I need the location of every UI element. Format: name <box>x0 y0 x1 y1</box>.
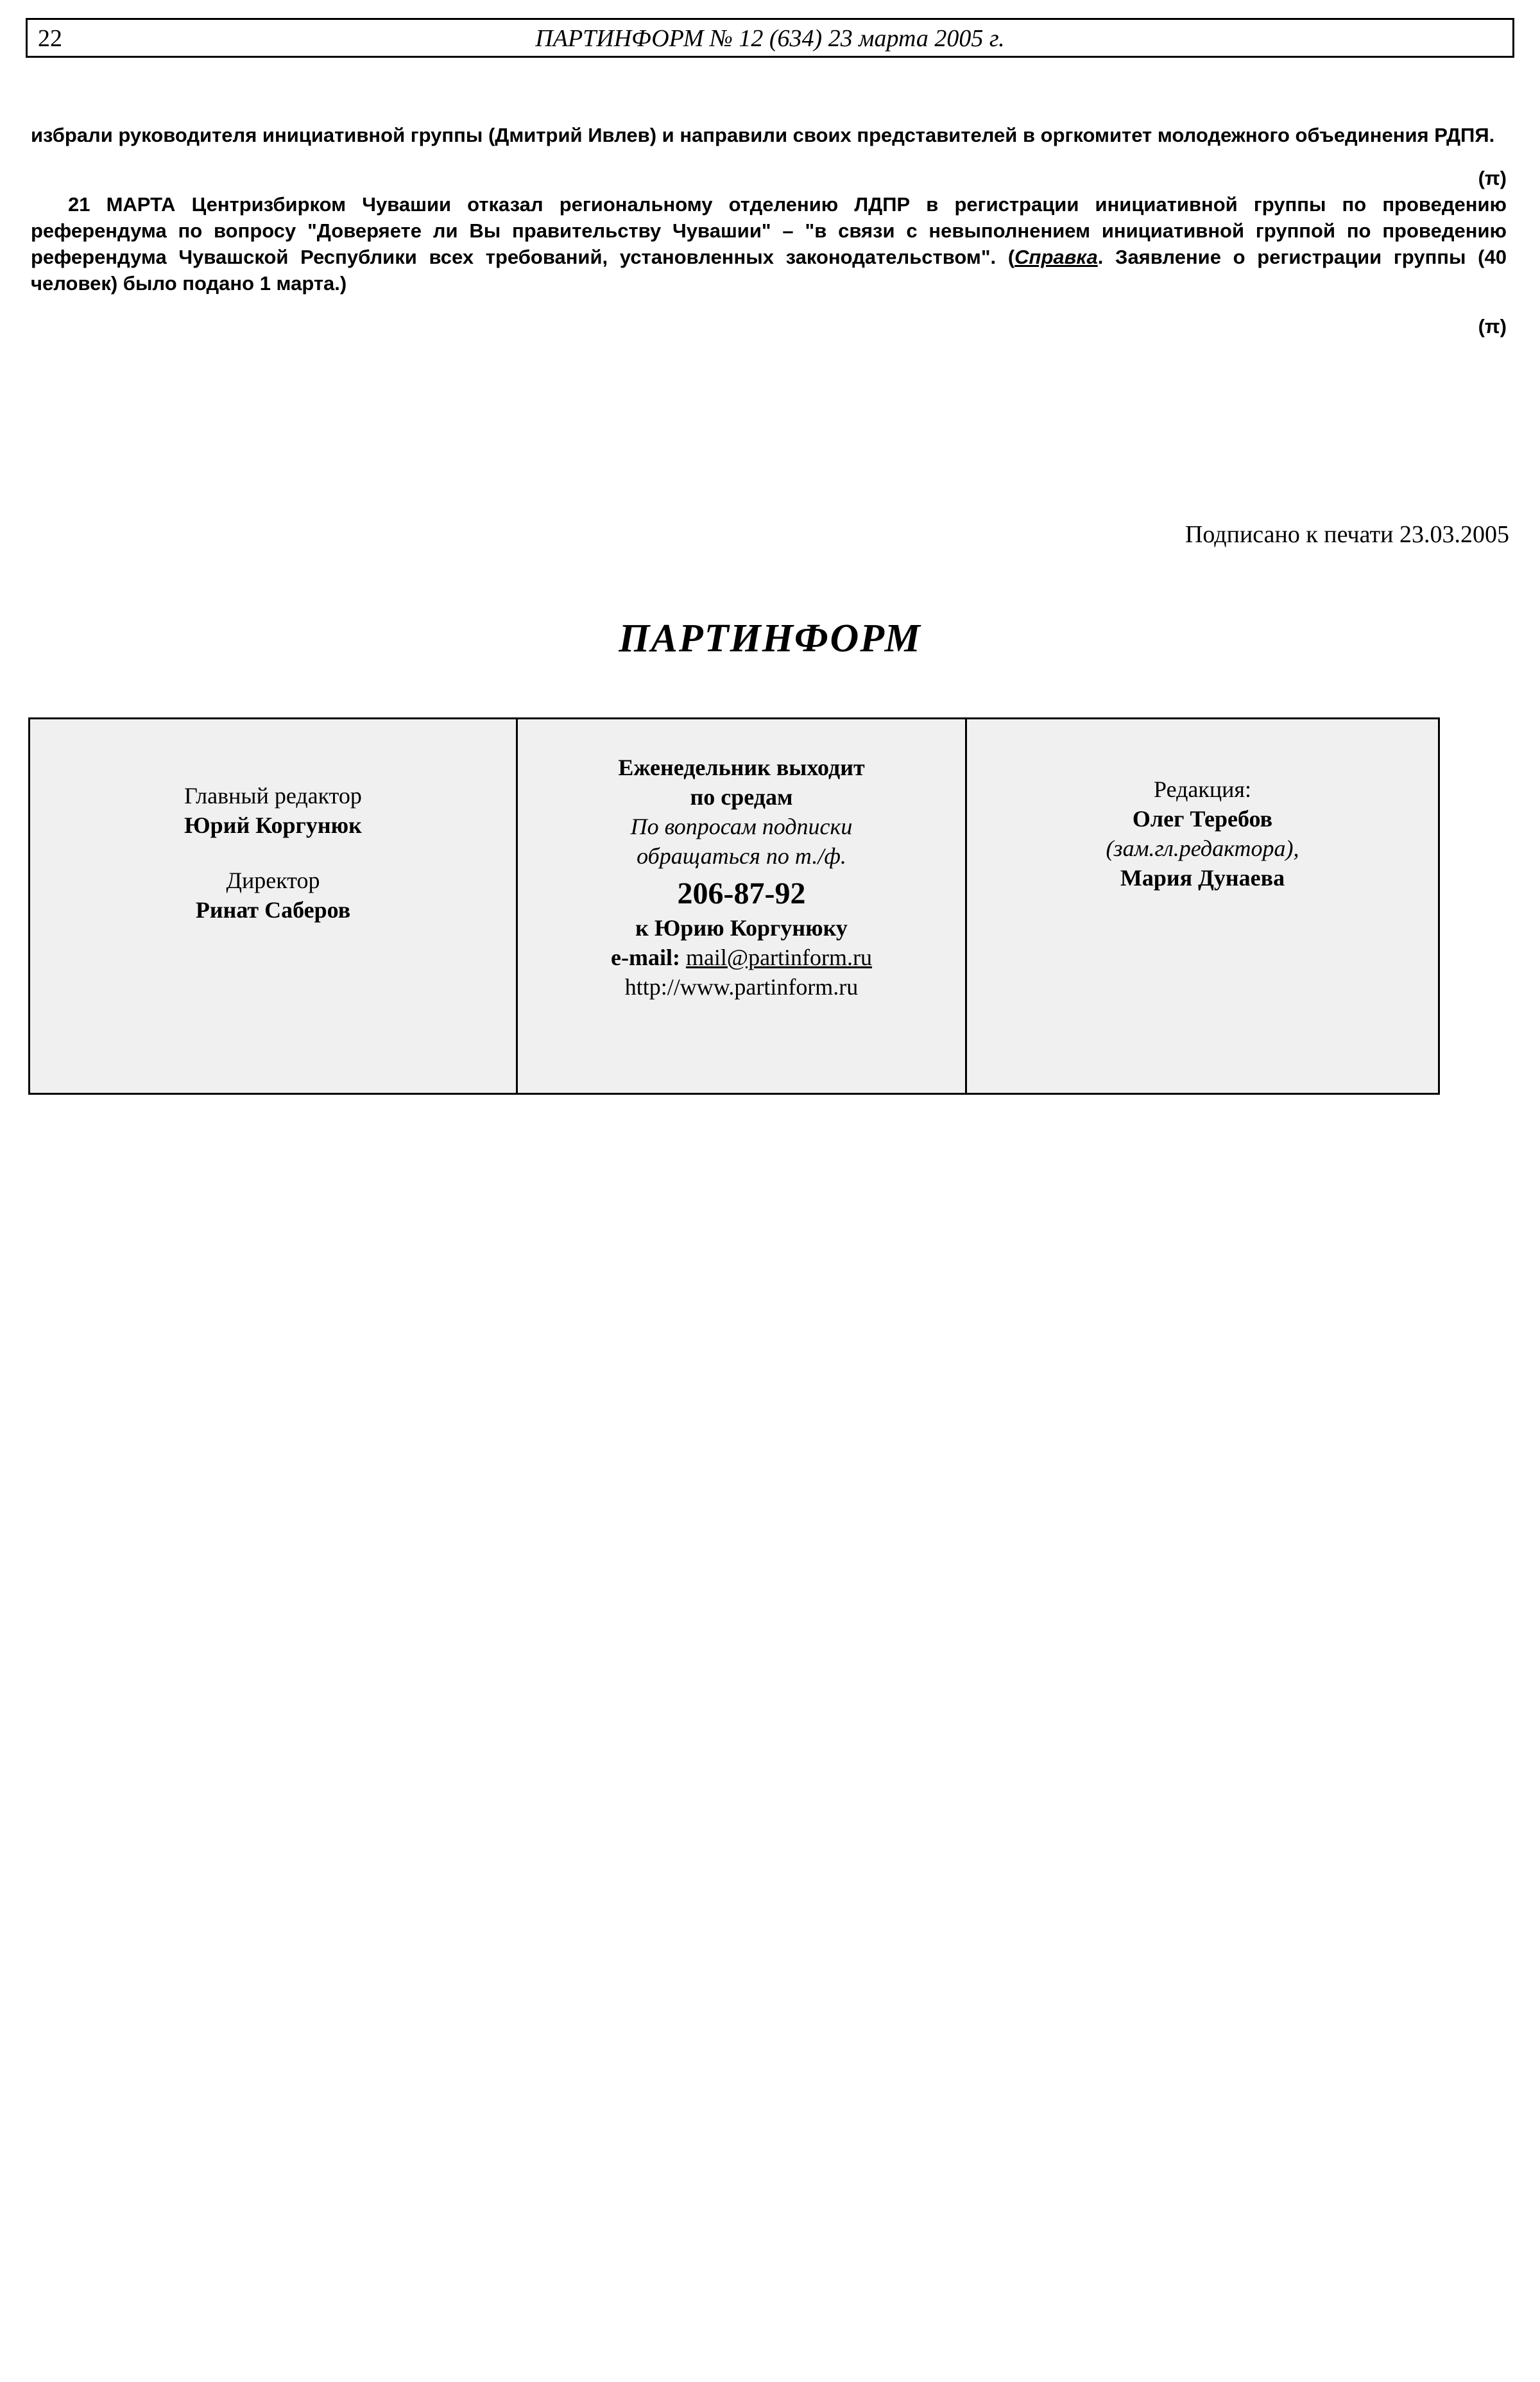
page-header-inner <box>28 20 1512 56</box>
subscription-note-line2: обращаться по т./ф. <box>637 843 846 869</box>
email-label: e-mail: <box>610 945 680 970</box>
signed-to-press-line: Подписано к печати 23.03.2005 <box>1185 521 1509 548</box>
colophon-table <box>28 717 1440 1095</box>
redaction-role-1: (зам.гл.редактора), <box>1106 835 1299 861</box>
masthead-title: ПАРТИНФОРМ <box>619 617 921 660</box>
colophon-cell-editors <box>30 719 518 1093</box>
spravka-label: Справка <box>1014 246 1098 268</box>
email-row <box>531 943 952 972</box>
redaction-name-2: Мария Дунаева <box>1120 865 1285 891</box>
redaction-name-1: Олег Теребов <box>1132 806 1273 832</box>
director-label: Директор <box>226 868 320 893</box>
paragraph-2-lead: 21 МАРТА <box>68 193 176 216</box>
subscription-note-line1: По вопросам подписки <box>630 814 853 839</box>
email-address[interactable]: mail@partinform.ru <box>685 945 873 970</box>
paragraph-1-text: избрали руководителя инициативной группы (Дмитрий Ивлев) и направили своих представителей в оргкомитет молодежного объединения РДПЯ. <box>31 124 1495 146</box>
publication-schedule-line2: по средам <box>690 784 793 810</box>
page-header-bar <box>26 18 1514 58</box>
paragraph-news-item <box>31 191 1507 296</box>
subscription-phone[interactable]: 206-87-92 <box>677 877 806 911</box>
website-url[interactable]: http://www.partinform.ru <box>624 974 859 1000</box>
editor-in-chief-label: Главный редактор <box>184 783 362 809</box>
subscription-contact-person: к Юрию Коргунюку <box>635 915 848 941</box>
publication-schedule-line1: Еженедельник выходит <box>618 755 865 780</box>
colophon-cell-redaction <box>967 719 1438 1093</box>
paragraph-2-signature: (π) <box>1478 315 1507 338</box>
colophon-cell-subscription <box>518 719 967 1093</box>
paragraph-2-rest: Центризбирком Чувашии отказал региональному отделению ЛДПР в регистрации инициативной группы по проведению референдума по вопросу "Доверяете ли Вы правительству Чувашии" – "в связи с невыполнением инициативной группой по проведению референдума Чувашской Республики всех требований, установленных законодательством". ( <box>31 193 1507 268</box>
running-title: ПАРТИНФОРМ № 12 (634) 23 марта 2005 г. <box>535 25 1005 52</box>
editor-in-chief-name: Юрий Коргунюк <box>184 812 362 838</box>
page-number: 22 <box>38 25 62 52</box>
redaction-label: Редакция: <box>1154 776 1251 802</box>
paragraph-1-signature: (π) <box>1478 167 1507 189</box>
director-name: Ринат Саберов <box>195 897 351 923</box>
paragraph-continued <box>31 122 1507 148</box>
body-text-column <box>31 122 1507 339</box>
paragraph-2-tail: . Заявление о регистрации группы (40 человек) было подано 1 марта.) <box>31 246 1507 295</box>
colophon-spacer <box>43 840 503 866</box>
